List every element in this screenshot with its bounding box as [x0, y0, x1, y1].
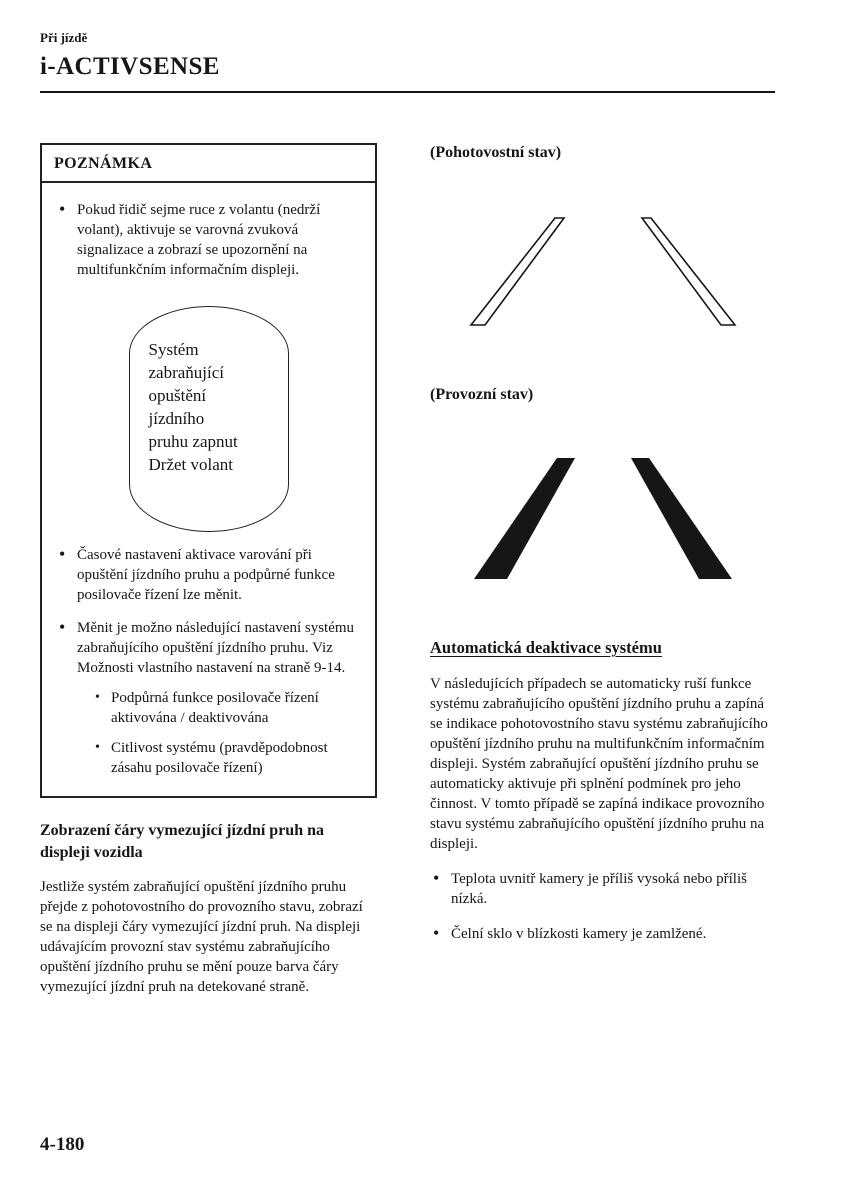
page-content — [40, 143, 775, 997]
standby-left-lane-line — [471, 218, 564, 325]
note-box-body — [42, 183, 375, 796]
header-rule — [40, 91, 775, 93]
operating-left-lane-line — [474, 458, 575, 579]
lane-display-heading: Zobrazení čáry vymezující jízdní pruh na displeji vozidla — [40, 822, 324, 861]
note-bullet: • Pokud řidič sejme ruce z volantu (nedrží volant), aktivuje se varovná zvuková signalizace a zobrazí se upozornění na multifunkčním informačním displeji. — [56, 200, 361, 280]
note-bullet: • Měnit je možno následující nastavení systému zabraňujícího opuštění jízdního pruhu. Viz Možnosti vlastního nastavení na straně 9-14. — [56, 618, 361, 678]
note-bullet-list — [56, 545, 361, 678]
display-line: zabraňující — [148, 363, 225, 382]
note-box-title: POZNÁMKA — [42, 145, 375, 183]
note-box — [40, 143, 377, 798]
display-line: Systém — [148, 340, 199, 359]
lane-display-paragraph: Jestliže systém zabraňující opuštění jízdního pruhu přejde z pohotovostního do provozního stavu, zobrazí se na displeji čáry vymezující jízdní pruh. Na displeji udávajícím provozní stav systému zabraňujícího opuštění jízdního pruhu se mění pouze barva čáry vymezující jízdní pruh na detekované straně. — [40, 879, 363, 995]
deactivation-bullet: • Čelní sklo v blízkosti kamery je zamlžené. — [430, 924, 775, 944]
deactivation-bullet: • Teplota uvnitř kamery je příliš vysoká nebo příliš nízká. — [430, 869, 775, 909]
standby-lane-lines-figure — [468, 215, 738, 327]
note-sub-bullet: • Podpůrná funkce posilovače řízení aktivována / deaktivována — [93, 688, 361, 728]
standby-state-label: (Pohotovostní stav) — [430, 144, 562, 161]
left-column — [40, 143, 377, 997]
note-bullet-list — [56, 200, 361, 280]
display-line: jízdního — [148, 409, 205, 428]
auto-deactivation-heading: Automatická deaktivace systému — [430, 638, 662, 657]
operating-lane-lines-figure — [472, 455, 734, 581]
page-number: 4-180 — [40, 1134, 85, 1155]
auto-deactivation-paragraph: V následujících případech se automaticky ruší funkce systému zabraňujícího opuštění jízdního pruhu a zapíná se indikace pohotovostního stavu systému zabraňujícího opuštění jízdního pruhu na multifunkčním informačním displeji. Systém zabraňující opuštění jízdního pruhu se automaticky aktivuje při splnění podmínek pro jeho činnost. V tomto případě se zapíná indikace provozního stavu systému zabraňujícího opuštění jízdního pruhu na displeji. — [430, 676, 768, 852]
note-sub-bullet: • Citlivost systému (pravděpodobnost zásahu posilovače řízení) — [93, 738, 361, 778]
section-label: Při jízdě — [40, 30, 88, 45]
note-sub-bullet-list — [93, 688, 361, 778]
operating-right-lane-line — [631, 458, 732, 579]
display-line: opuštění — [148, 386, 207, 405]
page-title: i-ACTIVSENSE — [40, 53, 220, 80]
right-column — [430, 143, 775, 997]
page-header — [0, 0, 845, 93]
operating-state-label: (Provozní stav) — [430, 386, 534, 403]
deactivation-bullet-list — [430, 869, 775, 944]
display-line: pruhu zapnut — [148, 432, 238, 451]
note-bullet: • Časové nastavení aktivace varování při opuštění jízdního pruhu a podpůrné funkce posilovače řízení lze měnit. — [56, 545, 361, 605]
display-message-capsule — [129, 306, 289, 532]
display-line: Držet volant — [148, 455, 233, 474]
standby-right-lane-line — [642, 218, 735, 325]
